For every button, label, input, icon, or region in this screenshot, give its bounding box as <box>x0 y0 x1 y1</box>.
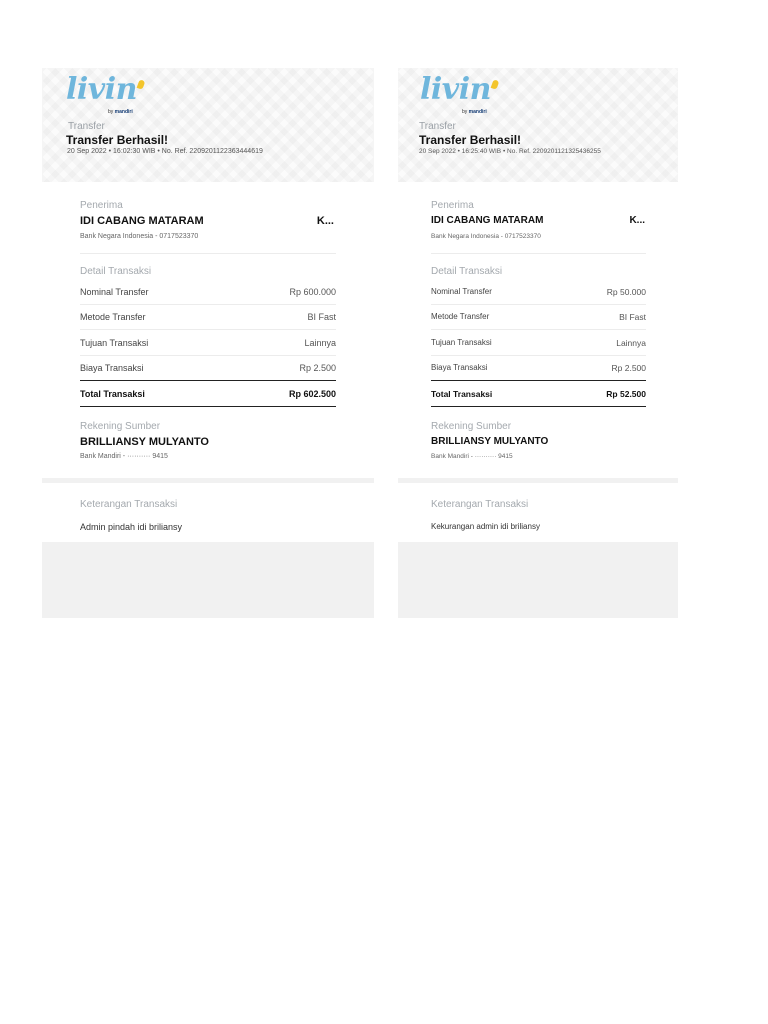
divider <box>80 355 336 356</box>
receipt-2 <box>398 68 678 618</box>
receipt-footer <box>42 542 374 618</box>
row-value: Rp 2.500 <box>299 363 336 373</box>
section-separator <box>42 478 374 483</box>
total-divider <box>431 406 646 407</box>
total-value: Rp 602.500 <box>288 389 336 399</box>
source-label: Rekening Sumber <box>80 421 161 432</box>
note-label: Keterangan Transaksi <box>431 499 529 510</box>
logo-wordmark: livin <box>420 72 491 107</box>
source-name: BRILLIANSY MULYANTO <box>80 436 209 448</box>
total-divider <box>80 406 336 407</box>
source-account: Bank Mandiri - ·········· 9415 <box>80 453 168 460</box>
row-value: Rp 600.000 <box>289 287 336 297</box>
receipt-footer <box>398 542 678 618</box>
receipt-header <box>398 68 678 182</box>
source-name: BRILLIANSY MULYANTO <box>431 436 549 447</box>
note-text: Kekurangan admin idi briliansy <box>431 522 540 531</box>
total-label: Total Transaksi <box>431 389 493 399</box>
divider <box>80 253 336 254</box>
row-label: Nominal Transfer <box>80 287 149 297</box>
status-title: Transfer Berhasil! <box>419 133 522 147</box>
receipt-1 <box>42 68 374 618</box>
total-value: Rp 52.500 <box>606 389 646 399</box>
divider <box>80 304 336 305</box>
recipient-label: Penerima <box>80 200 123 211</box>
recipient-name: IDI CABANG MATARAM <box>431 215 544 226</box>
divider <box>431 355 646 356</box>
recipient-name: IDI CABANG MATARAM <box>80 215 204 227</box>
livin-logo <box>420 74 500 114</box>
recipient-bank: Bank Negara Indonesia - 0717523370 <box>80 233 199 240</box>
transaction-meta: 20 Sep 2022 • 16:02:30 WIB • No. Ref. 2209201122363444619 <box>67 148 263 155</box>
total-label: Total Transaksi <box>80 389 145 399</box>
recipient-label: Penerima <box>431 200 474 211</box>
logo-wordmark: livin <box>66 72 137 107</box>
divider <box>80 329 336 330</box>
recipient-bank: Bank Negara Indonesia - 0717523370 <box>431 233 541 240</box>
recipient-initial: K... <box>316 215 334 227</box>
row-label: Biaya Transaksi <box>80 363 144 373</box>
total-divider <box>80 380 336 381</box>
divider <box>431 253 646 254</box>
logo-subtitle: by mandiri <box>462 109 487 115</box>
livin-logo <box>66 74 146 114</box>
recipient-initial: K... <box>629 215 645 226</box>
row-label: Nominal Transfer <box>431 287 492 296</box>
row-label: Tujuan Transaksi <box>431 338 492 347</box>
row-value: BI Fast <box>307 312 336 322</box>
total-divider <box>431 380 646 381</box>
detail-label: Detail Transaksi <box>80 266 152 277</box>
row-label: Biaya Transaksi <box>431 363 488 372</box>
row-label: Tujuan Transaksi <box>80 338 149 348</box>
transaction-meta: 20 Sep 2022 • 16:25:40 WIB • No. Ref. 2209201121325436255 <box>419 148 601 155</box>
logo-accent-icon <box>137 79 146 90</box>
divider <box>431 304 646 305</box>
transaction-type: Transfer <box>419 121 456 132</box>
logo-subtitle: by mandiri <box>108 109 133 115</box>
detail-label: Detail Transaksi <box>431 266 503 277</box>
section-separator <box>398 478 678 483</box>
note-label: Keterangan Transaksi <box>80 499 178 510</box>
divider <box>431 329 646 330</box>
transaction-type: Transfer <box>68 121 105 132</box>
row-value: Lainnya <box>304 338 336 348</box>
row-label: Metode Transfer <box>80 312 146 322</box>
logo-accent-icon <box>491 79 500 90</box>
receipt-header <box>42 68 374 182</box>
note-text: Admin pindah idi briliansy <box>80 522 183 532</box>
row-value: BI Fast <box>619 312 646 322</box>
row-value: Rp 2.500 <box>611 363 646 373</box>
row-label: Metode Transfer <box>431 312 490 321</box>
source-account: Bank Mandiri - ·········· 9415 <box>431 453 513 460</box>
status-title: Transfer Berhasil! <box>66 133 169 147</box>
row-value: Rp 50.000 <box>606 287 646 297</box>
row-value: Lainnya <box>616 338 646 348</box>
source-label: Rekening Sumber <box>431 421 512 432</box>
